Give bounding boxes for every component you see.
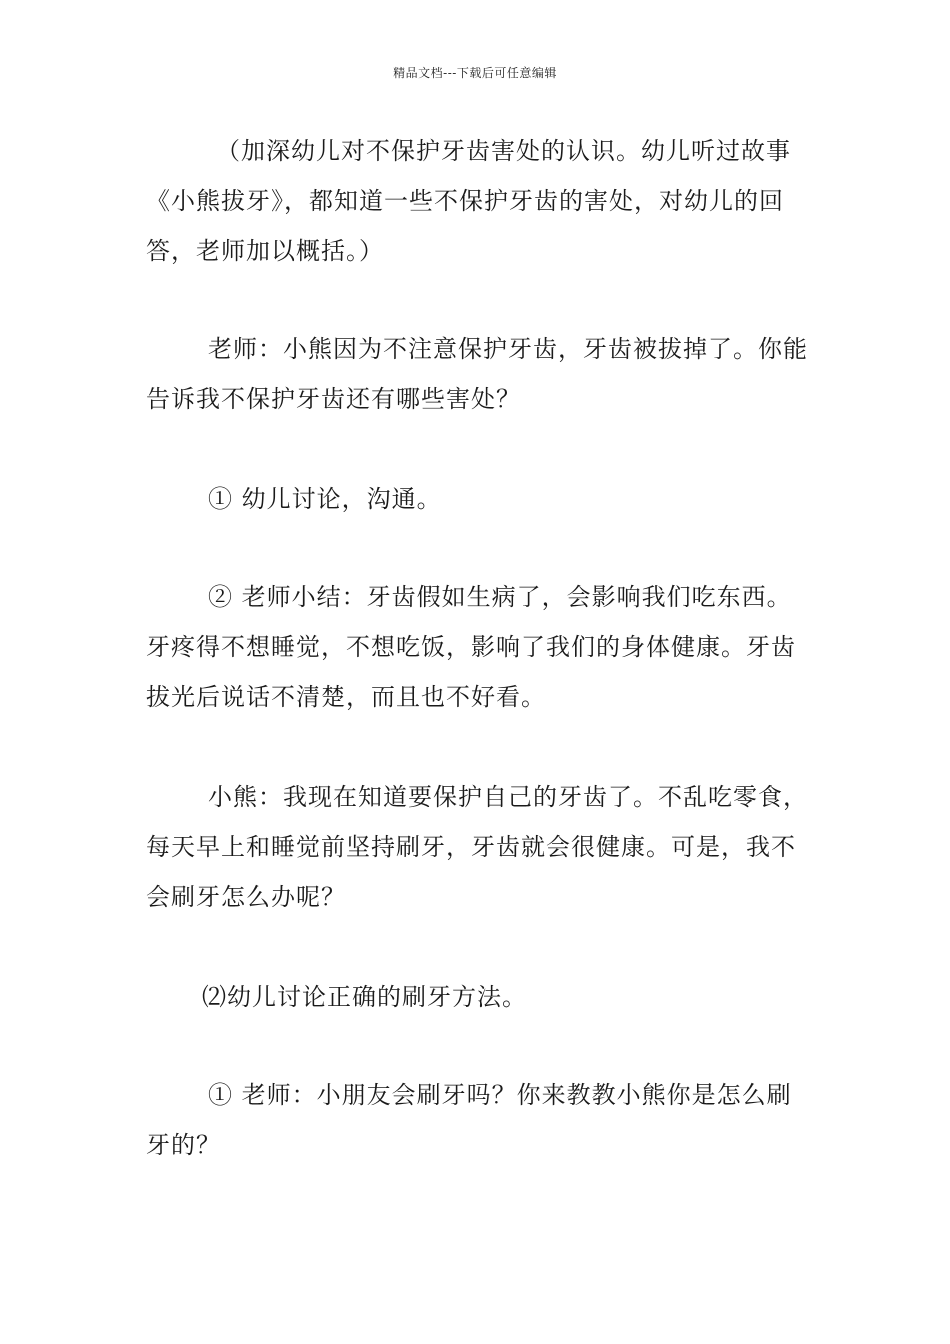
paragraph-teacher-question: 老师：小熊因为不注意保护牙齿，牙齿被拔掉了。你能告诉我不保护牙齿还有哪些害处？ [146, 335, 808, 413]
paragraph-brushing-discussion: ⑵幼儿讨论正确的刷牙方法。 [202, 983, 527, 1011]
paragraph-bear-speech: 小熊：我现在知道要保护自己的牙齿了。不乱吃零食，每天早上和睡觉前坚持刷牙，牙齿就会很健康。可是，我不会刷牙怎么办呢？ [146, 783, 808, 911]
paragraph-children-discuss: ① 幼儿讨论，沟通。 [208, 485, 442, 513]
paragraph-teacher-summary: ② 老师小结：牙齿假如生病了，会影响我们吃东西。牙疼得不想睡觉，不想吃饭，影响了我们的身体健康。牙齿拔光后说话不清楚，而且也不好看。 [146, 583, 796, 711]
page-header: 精品文档---下载后可任意编辑 [393, 66, 557, 80]
paragraph-intro-note: （加深幼儿对不保护牙齿害处的认识。幼儿听过故事《小熊拔牙》，都知道一些不保护牙齿的害处，对幼儿的回答，老师加以概括。） [146, 137, 791, 265]
paragraph-teacher-brushing-question: ① 老师：小朋友会刷牙吗？你来教教小熊你是怎么刷牙的？ [146, 1081, 792, 1159]
